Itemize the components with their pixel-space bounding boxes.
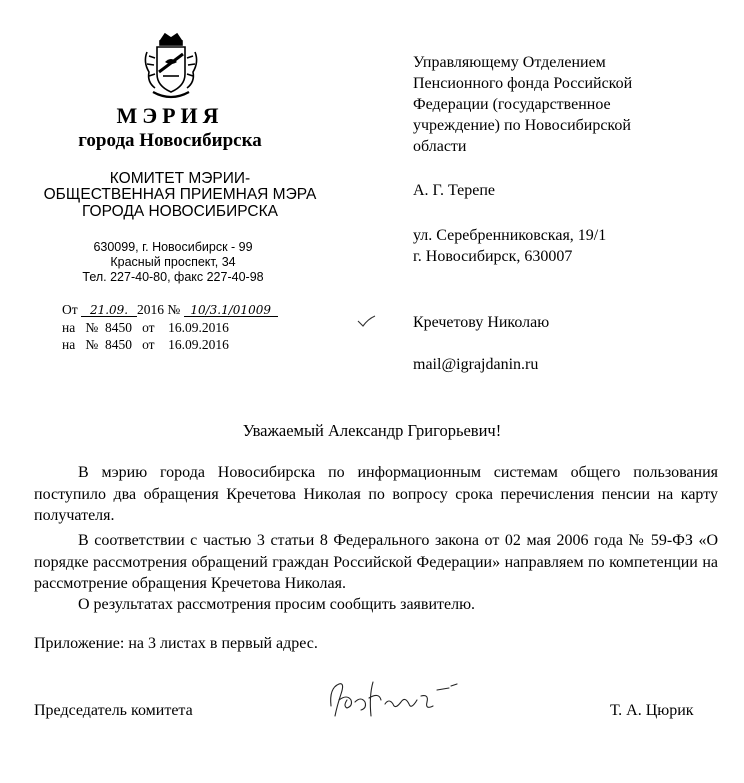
org-name-line2: города Новосибирска — [78, 130, 262, 151]
signatory-name: Т. А. Цюрик — [610, 702, 694, 719]
addressee-name: А. Г. Терепе — [413, 182, 496, 199]
committee-line: ГОРОДА НОВОСИБИРСКА — [82, 203, 278, 220]
body-paragraph: В соответствии с частью 3 статьи 8 Федерального закона от 02 мая 2006 года № 59-ФЗ «О порядке рассмотрения обращений граждан Российской Федерации» направляем по компетенции на рассмотрение обращения Кречетова Николая. — [34, 532, 718, 592]
committee-line: ОБЩЕСТВЕННАЯ ПРИЕМНАЯ МЭРА — [43, 186, 317, 203]
reply-line: на № 8450 от 16.09.2016 — [62, 320, 229, 335]
addressee-line: Управляющему Отделением — [413, 54, 606, 71]
salutation: Уважаемый Александр Григорьевич! — [242, 421, 502, 440]
address-line: Красный проспект, 34 — [110, 255, 236, 269]
reply-line: на № 8450 от 16.09.2016 — [62, 337, 229, 352]
from-label: От — [62, 302, 78, 317]
body-paragraph: О результатах рассмотрения просим сообщить заявителю. — [78, 596, 476, 613]
addressee-line: области — [413, 138, 467, 155]
body-paragraph: В мэрию города Новосибирска по информационным системам общего пользования поступило два обращения Кречетова Николая по вопросу срока перечисления пенсии на карту получателя. — [34, 464, 718, 524]
addressee-street: ул. Серебренниковская, 19/1 — [413, 227, 607, 244]
novosibirsk-coat-of-arms-icon — [139, 32, 203, 102]
org-name-line1: МЭРИЯ — [116, 103, 224, 128]
year: 2016 — [137, 302, 165, 317]
handwritten-check-icon — [356, 314, 376, 328]
attachment-note: Приложение: на 3 листах в первый адрес. — [34, 635, 318, 652]
number-handwritten: 10/3.1/01009 — [184, 304, 278, 317]
addressee-city: г. Новосибирск, 630007 — [413, 248, 573, 265]
committee-line: КОМИТЕТ МЭРИИ- — [109, 170, 251, 187]
address-line: Тел. 227-40-80, факс 227-40-98 — [82, 270, 264, 284]
addressee-line: Пенсионного фонда Российской — [413, 75, 633, 92]
addressee-line: учреждение) по Новосибирской — [413, 117, 631, 134]
from-date-handwritten: 21.09. — [81, 304, 137, 317]
address-line: 630099, г. Новосибирск - 99 — [93, 240, 253, 254]
number-label: № — [167, 302, 181, 317]
second-recipient: Кречетову Николаю — [413, 314, 550, 331]
handwritten-signature-icon — [325, 676, 465, 720]
addressee-line: Федерации (государственное — [413, 96, 611, 113]
recipient-email: mail@igrajdanin.ru — [413, 356, 539, 373]
registration-line — [62, 302, 278, 318]
signatory-position: Председатель комитета — [34, 702, 193, 719]
